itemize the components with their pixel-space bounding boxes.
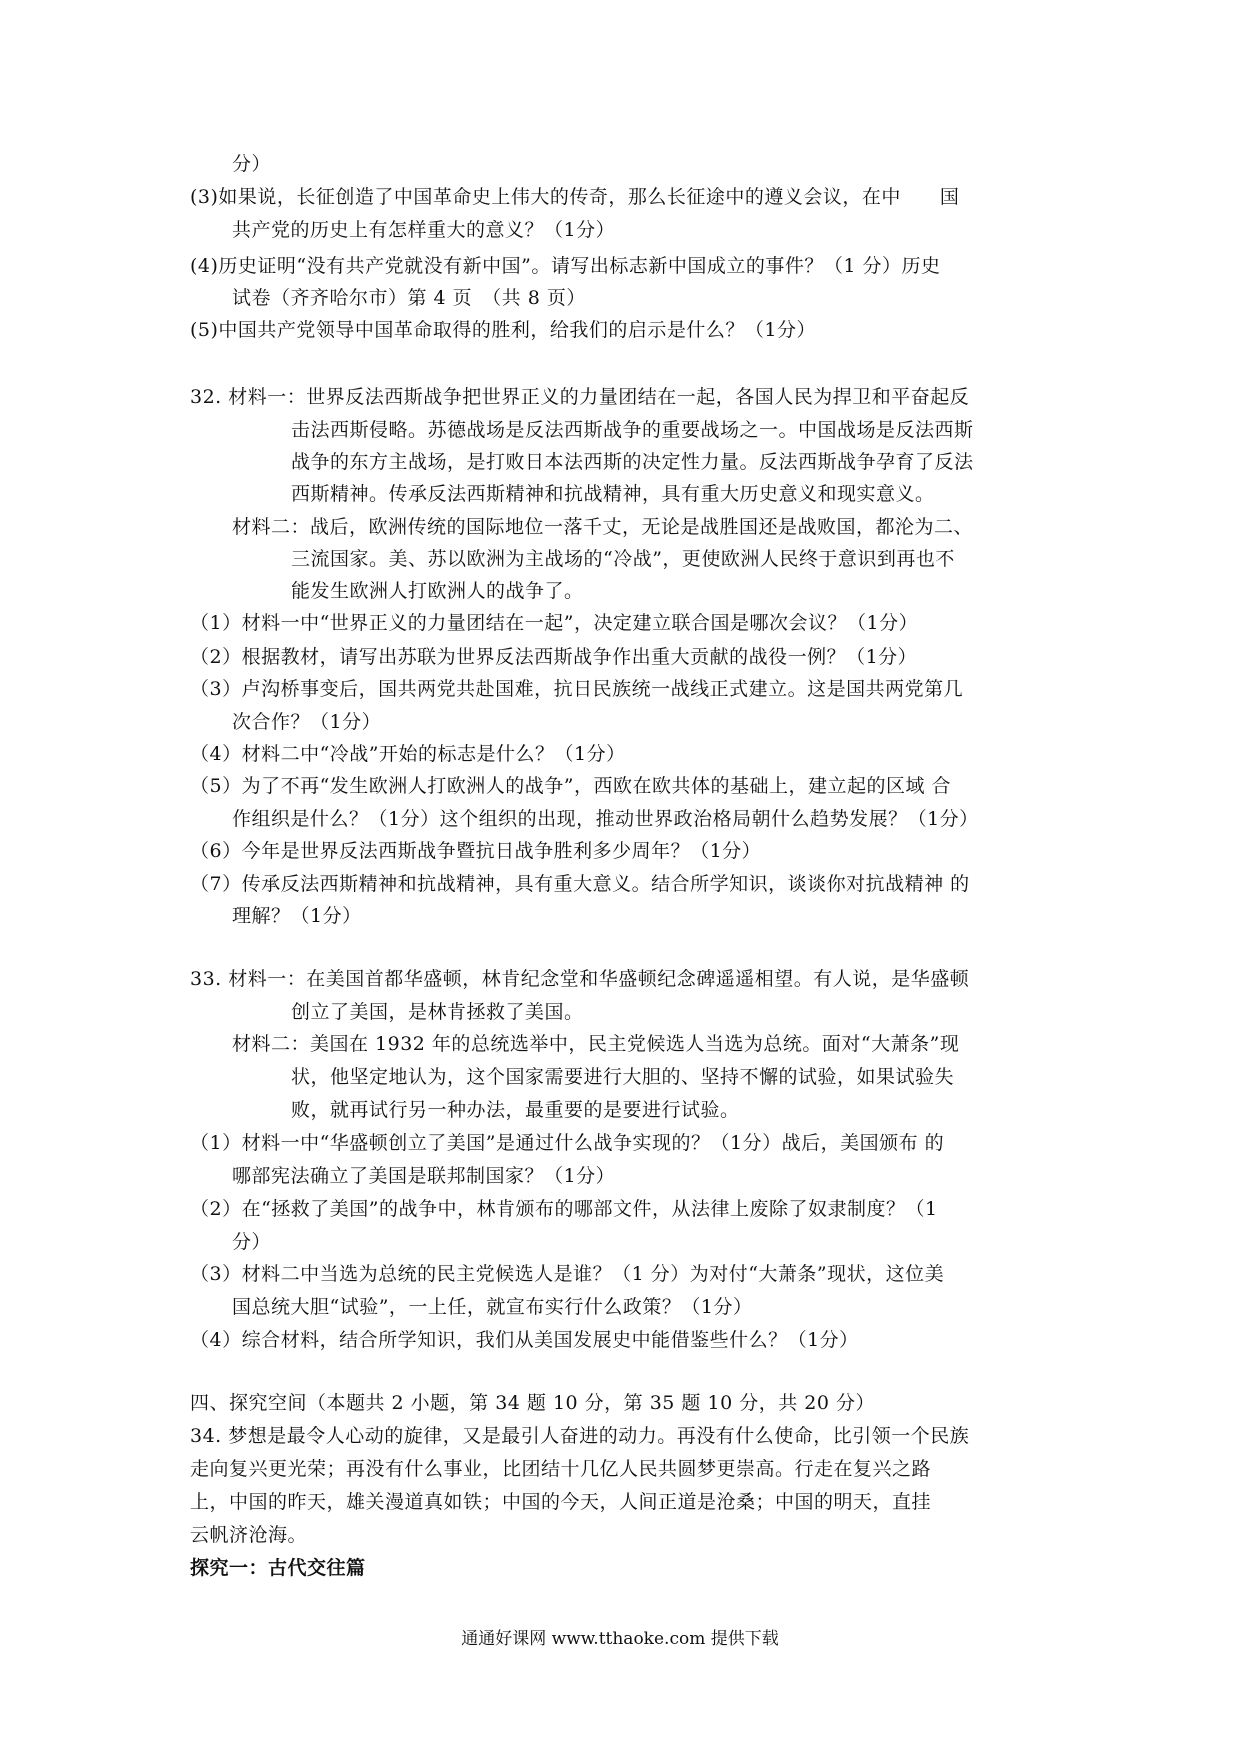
text-line: （5）为了不再“发生欧洲人打欧洲人的战争”，西欧在欧共体的基础上，建立起的区域 合: [190, 775, 952, 797]
text-line: (5)中国共产党领导中国革命取得的胜利，给我们的启示是什么？（1分）: [190, 319, 817, 341]
text-line: 西斯精神。传承反法西斯精神和抗战精神，具有重大历史意义和现实意义。: [291, 483, 935, 505]
text-line: （3）材料二中当选为总统的民主党候选人是谁？（1 分）为对付“大萧条”现状，这位美: [190, 1263, 945, 1285]
section-heading: 四、探究空间（本题共 2 小题，第 34 题 10 分，第 35 题 10 分，共 20 分）: [190, 1392, 875, 1414]
text-line: 战争的东方主战场，是打败日本法西斯的决定性力量。反法西斯战争孕育了反法: [291, 451, 974, 473]
text-line: （1）材料一中“世界正义的力量团结在一起”，决定建立联合国是哪次会议？（1分）: [190, 612, 919, 634]
text-line: （1）材料一中“华盛顿创立了美国”是通过什么战争实现的？（1分）战后，美国颁布 的: [190, 1132, 945, 1154]
text-line: 哪部宪法确立了美国是联邦制国家？（1分）: [232, 1165, 616, 1187]
text-line: （7）传承反法西斯精神和抗战精神，具有重大意义。结合所学知识，谈谈你对抗战精神 的: [190, 873, 970, 895]
text-line: 次合作？（1分）: [232, 711, 382, 733]
text-line: 试卷（齐齐哈尔市）第 4 页 （共 8 页）: [232, 287, 586, 309]
text-line: 走向复兴更光荣；再没有什么事业，比团结十几亿人民共圆梦更崇高。行走在复兴之路: [190, 1458, 932, 1480]
question-32-material-2: 材料二：战后，欧洲传统的国际地位一落千丈，无论是战胜国还是战败国，都沦为二、: [232, 516, 974, 538]
text-line: 能发生欧洲人打欧洲人的战争了。: [291, 580, 584, 602]
question-33-material-2: 材料二：美国在 1932 年的总统选举中，民主党候选人当选为总统。面对“大萧条”现: [232, 1033, 960, 1055]
text-line: 共产党的历史上有怎样重大的意义？（1分）: [232, 219, 616, 241]
text-line: 三流国家。美、苏以欧洲为主战场的“冷战”，更使欧洲人民终于意识到再也不: [291, 548, 955, 570]
text-line: (3)如果说，长征创造了中国革命史上伟大的传奇，那么长征途中的遵义会议，在中 国: [190, 186, 960, 208]
text-line: 败，就再试行另一种办法，最重要的是要进行试验。: [291, 1099, 740, 1121]
text-line: （2）在“拯救了美国”的战争中，林肯颁布的哪部文件，从法律上废除了奴隶制度？（1: [190, 1198, 938, 1220]
text-line: （6）今年是世界反法西斯战争暨抗日战争胜利多少周年？（1分）: [190, 840, 762, 862]
text-line: （4）综合材料，结合所学知识，我们从美国发展史中能借鉴些什么？（1分）: [190, 1329, 859, 1351]
text-line: 上，中国的昨天，雄关漫道真如铁；中国的今天，人间正道是沧桑；中国的明天，直挂: [190, 1491, 932, 1513]
question-33-material-1: 33. 材料一：在美国首都华盛顿，林肯纪念堂和华盛顿纪念碑遥遥相望。有人说，是华盛顿: [190, 968, 970, 990]
text-line: （4）材料二中“冷战”开始的标志是什么？（1分）: [190, 743, 626, 765]
text-line: 创立了美国，是林肯拯救了美国。: [291, 1001, 584, 1023]
page-footer: 通通好课网 www.tthaoke.com 提供下载: [461, 1629, 779, 1649]
text-line: （2）根据教材，请写出苏联为世界反法西斯战争作出重大贡献的战役一例？（1分）: [190, 646, 918, 668]
text-line: （3）卢沟桥事变后，国共两党共赴国难，抗日民族统一战线正式建立。这是国共两党第几: [190, 678, 964, 700]
text-line: 国总统大胆“试验”，一上任，就宣布实行什么政策？（1分）: [232, 1296, 753, 1318]
text-line: 云帆济沧海。: [190, 1524, 308, 1546]
text-line: 状，他坚定地认为，这个国家需要进行大胆的、坚持不懈的试验，如果试验失: [291, 1066, 955, 1088]
text-line: 击法西斯侵略。苏德战场是反法西斯战争的重要战场之一。中国战场是反法西斯: [291, 419, 974, 441]
text-line: 理解？（1分）: [232, 905, 362, 927]
text-line: 作组织是什么？（1分）这个组织的出现，推动世界政治格局朝什么趋势发展？（1分）: [232, 808, 979, 830]
question-34: 34. 梦想是最令人心动的旋律，又是最引人奋进的动力。再没有什么使命，比引领一个民族: [190, 1425, 970, 1447]
text-line: (4)历史证明“没有共产党就没有新中国”。请写出标志新中国成立的事件？（1 分）历史: [190, 255, 941, 277]
subsection-heading: 探究一：古代交往篇: [190, 1557, 366, 1579]
text-line: 分）: [232, 1231, 272, 1253]
question-32-material-1: 32. 材料一：世界反法西斯战争把世界正义的力量团结在一起，各国人民为捍卫和平奋起反: [190, 386, 970, 408]
text-line: 分）: [232, 153, 272, 175]
